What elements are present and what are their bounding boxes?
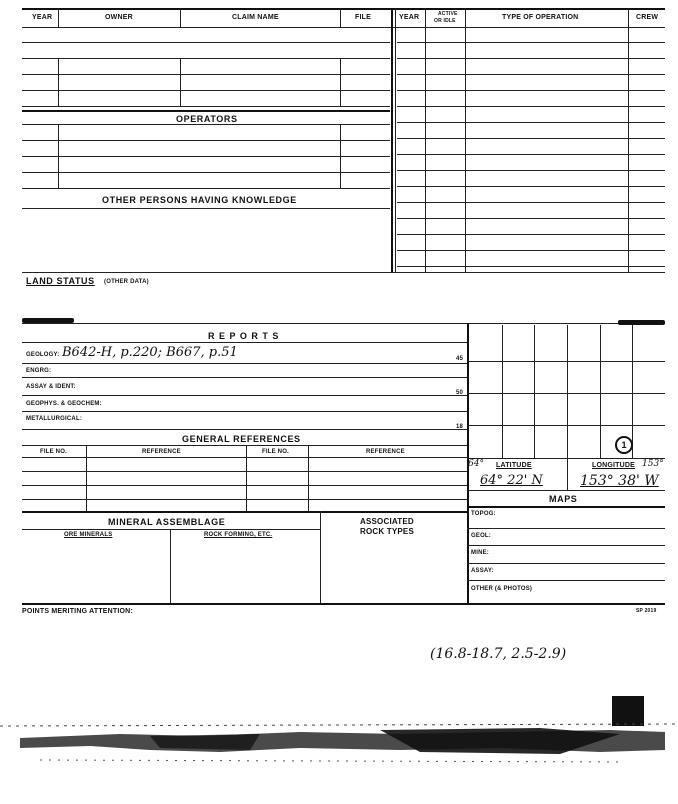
scan-black-square [612, 696, 644, 726]
maps-other-label: OTHER (& PHOTOS) [471, 586, 533, 592]
latitude-value: 64° 22' N [480, 473, 543, 488]
associated-label-2: ROCK TYPES [360, 527, 415, 536]
lat-prefix: 64° [468, 459, 484, 469]
points-meriting-attention-label: POINTS MERITING ATTENTION: [22, 608, 133, 615]
report-metallurgical-label: METALLURGICAL: [26, 416, 83, 422]
maps-geol-label: GEOL: [471, 533, 491, 539]
report-assay-label: ASSAY & IDENT: [26, 384, 76, 390]
owner-header: OWNER [105, 14, 133, 21]
general-references-title: GENERAL REFERENCES [182, 434, 301, 444]
report-metallurgical-number: 18 [456, 424, 464, 430]
report-geology-label: GEOLOGY: [26, 352, 60, 358]
handwritten-note: (16.8-18.7, 2.5-2.9) [430, 646, 567, 662]
ref-file-no-header-1: FILE NO. [40, 449, 67, 455]
report-geology-number: 45 [456, 356, 464, 362]
ref-reference-header-2: REFERENCE [366, 449, 405, 455]
maps-title: MAPS [549, 494, 578, 504]
land-status-label: LAND STATUS [26, 276, 95, 286]
report-geology-value: B642-H, p.220; B667, p.51 [62, 345, 238, 360]
top-stroke-right [618, 320, 665, 325]
report-assay-number: 50 [456, 390, 464, 396]
location-circle [615, 436, 633, 454]
maps-assay-label: ASSAY: [471, 568, 494, 574]
land-status-sub-label: (OTHER DATA) [104, 279, 149, 285]
ore-minerals-header: ORE MINERALS [64, 532, 113, 538]
crew-header: CREW [636, 14, 659, 21]
longitude-label: LONGITUDE [592, 462, 636, 469]
ref-file-no-header-2: FILE NO. [262, 449, 289, 455]
reports-title: R E P O R T S [208, 331, 280, 341]
active-header-1: ACTIVE [438, 11, 458, 17]
claim-name-header: CLAIM NAME [232, 14, 279, 21]
operators-title: OPERATORS [176, 114, 238, 124]
mineral-assemblage-title: MINERAL ASSEMBLAGE [108, 517, 226, 527]
owner-year-header: YEAR [32, 14, 53, 21]
other-persons-title: OTHER PERSONS HAVING KNOWLEDGE [102, 195, 297, 205]
associated-label-1: ASSOCIATED [360, 517, 414, 526]
type-of-operation-header: TYPE OF OPERATION [502, 14, 579, 21]
location-circle-number: 1 [621, 440, 627, 450]
file-header: FILE [355, 14, 371, 21]
latitude-label: LATITUDE [496, 462, 532, 469]
lon-suffix: 153° [642, 459, 664, 469]
active-header-2: OR IDLE [434, 18, 456, 24]
form-number: SP 2019 [636, 608, 657, 614]
report-geophys-label: GEOPHYS. & GEOCHEM: [26, 401, 102, 407]
maps-mine-label: MINE: [471, 550, 489, 556]
maps-topog-label: TOPOG: [471, 511, 496, 517]
rock-forming-header: ROCK FORMING, ETC. [204, 532, 273, 538]
activity-year-header: YEAR [399, 14, 420, 21]
longitude-value: 153° 38' W [580, 473, 659, 489]
ref-reference-header-1: REFERENCE [142, 449, 181, 455]
report-engrg-label: ENGRG: [26, 368, 52, 374]
scan-artifact-band [0, 690, 678, 804]
